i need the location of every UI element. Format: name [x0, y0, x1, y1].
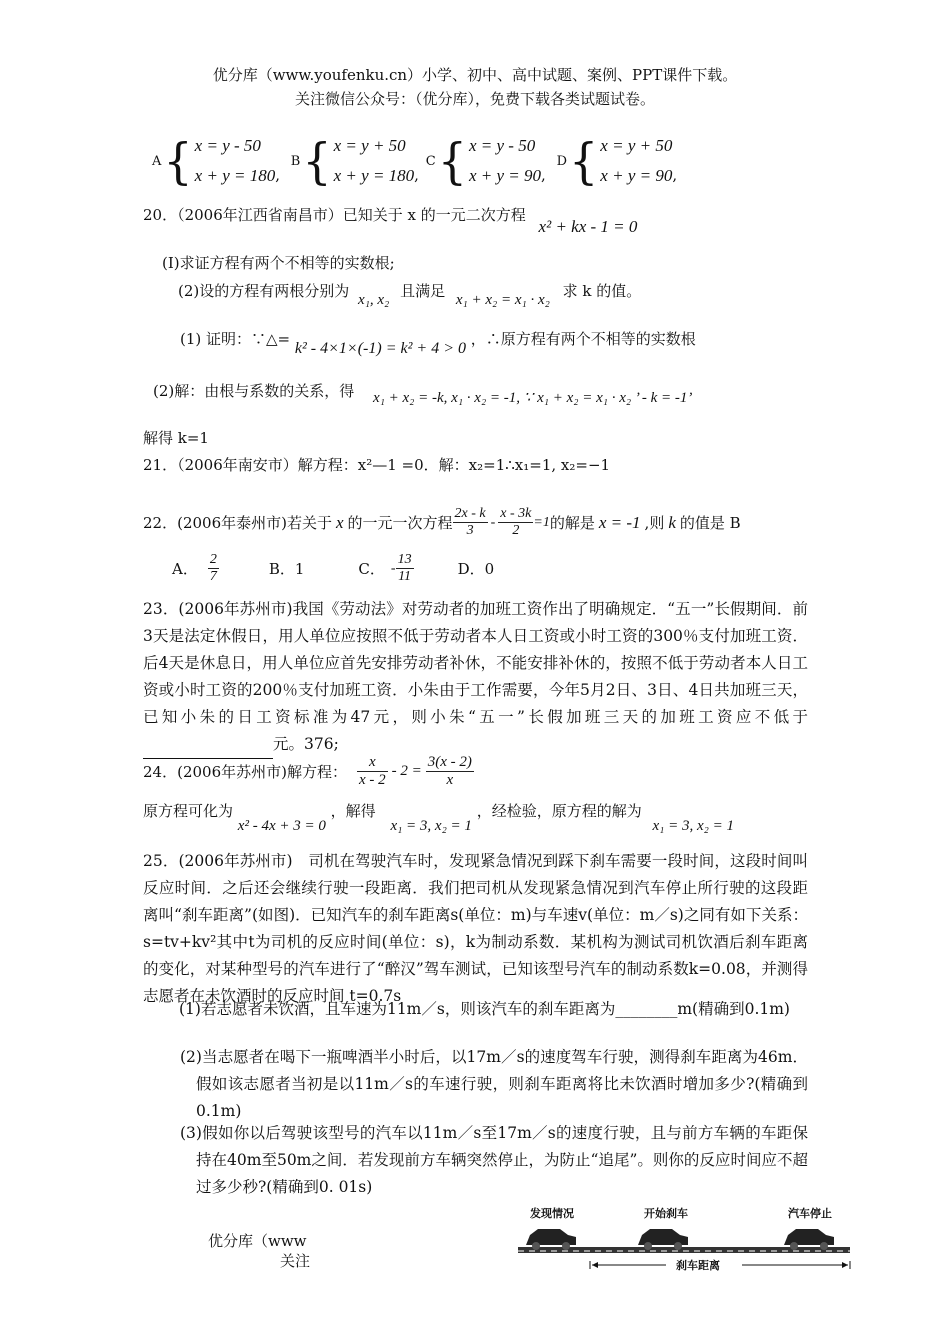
q20-part2-text-a: (2)设的方程有两根分别为 — [178, 282, 350, 300]
q20-sol1-text-b: ，∴原方程有两个不相等的实数根 — [470, 330, 696, 348]
q22-opt-c-num: 13 — [397, 552, 412, 567]
figure-label-2: 开始刹车 — [644, 1207, 688, 1220]
option-a-sep: , — [275, 166, 280, 184]
q20-sol2-text: (2)解：由根与系数的关系，得 — [153, 382, 355, 400]
q24-quadratic: x² - 4x + 3 = 0 — [237, 818, 326, 834]
q24-mid: - 2 = — [391, 763, 422, 779]
q25-stem: 25．(2006年苏州市) 司机在驾驶汽车时，发现紧急情况到踩下刹车需要一段时间，这段时间叫反应时间．之后还会继续行驶一段距离．我们把司机从发现紧急情况到汽车停止所行驶的这段距离叫“刹车距离”(如图)．已知汽车的刹车距离s(单位：m)与车速v(单位：m／s)之同有如下关系：s=tv+kv²其中t为司机的反应时间(单位：s)，k为制动系数．某机构为测试司机饮酒后刹车距离的变化，对某种型号的汽车进行了“醉汉”驾车测试，已知该型号汽车的制动系数k=0.08，并测得志愿者在未饮酒时的反应时间 t=0.7s — [143, 852, 808, 1005]
q25-part1: (1)若志愿者未饮酒，且车速为11m／s，则该汽车的刹车距离为________m(精确到0.1m) — [179, 1000, 790, 1018]
q22-eq-one: =1 — [533, 514, 550, 530]
q24-text: 24．(2006年苏州市)解方程： — [143, 763, 347, 781]
figure-label-3: 汽车停止 — [788, 1207, 832, 1220]
q22-opt-c-sign: - — [390, 560, 396, 576]
q23-tail: 元。376; — [273, 735, 339, 753]
option-c-eq1: x = y - 50 — [468, 136, 536, 155]
q20-vieta: x₁ + x₂ = -k, x₁ · x₂ = -1, ∵ x₁ + x₂ = x₁ · x₂ ’ - k = -1’ — [373, 390, 693, 406]
option-b-eq1: x = y + 50 — [333, 136, 406, 155]
q24-sol-text-1: 原方程可化为 — [143, 802, 234, 820]
q22-f1-den: 3 — [466, 523, 474, 538]
q20-result: 解得 k=1 — [143, 429, 209, 447]
option-a-eq2: x + y = 180 — [194, 166, 276, 185]
q22-solution: x = -1 — [598, 512, 641, 532]
q22-opt-c: C． — [358, 560, 385, 578]
option-d-eq1: x = y + 50 — [600, 136, 673, 155]
header-line-1: 优分库（www.youfenku.cn）小学、初中、高中试题、案例、PPT课件下载。 — [212, 66, 738, 84]
q22-options — [172, 552, 494, 585]
q22-fraction-2 — [498, 506, 533, 539]
option-d-sep: , — [672, 166, 678, 184]
q19-options — [152, 131, 677, 191]
q22-text-b: 的一元一次方程 — [347, 514, 453, 532]
option-a-eq1: x = y - 50 — [194, 136, 261, 155]
q23 — [143, 596, 808, 759]
q24-fraction-2 — [426, 754, 474, 789]
q20-sol1-text-a: (1) 证明：∵△= — [180, 330, 291, 348]
header-line-2: 关注微信公众号：（优分库），免费下载各类试题试卷。 — [294, 90, 655, 108]
q22-opt-d: D．0 — [457, 560, 495, 578]
option-a-label: A — [152, 153, 162, 169]
q22-text-a: 22．(2006年泰州市)若关于 — [143, 514, 332, 532]
option-a: A { x = y - 50 x + y = 180 , — [152, 132, 280, 190]
q22-f2-num: x - 3k — [500, 506, 532, 521]
option-c-label: C — [425, 153, 436, 169]
q24-fraction-1 — [357, 754, 388, 789]
q20-part2-text-c: 求 k 的值。 — [562, 282, 642, 300]
q20-stem-line — [143, 204, 638, 236]
q20-roots: x₁, x₂ — [358, 292, 390, 308]
q24-sol-text-3: ，经检验，原方程的解为 — [476, 802, 642, 820]
q20-solution-1 — [180, 328, 696, 357]
q22-var-x: x — [335, 512, 344, 532]
footer-line-1: 优分库（www — [208, 1232, 307, 1250]
option-b-sep: , — [414, 166, 419, 184]
q24-f1-num: x — [357, 754, 388, 772]
q22-var-k: k — [668, 512, 676, 532]
q20-part2-text-b: 且满足 — [400, 282, 446, 300]
option-c: C { x = y - 50 x + y = 90 , — [425, 132, 546, 190]
q22-f2-den: 2 — [512, 523, 520, 538]
q20-part1: (I)求证方程有两个不相等的实数根; — [162, 254, 395, 272]
q20-stem: 20．（2006年江西省南昌市）已知关于 x 的一元二次方程 — [143, 206, 526, 224]
q22-fraction-1 — [453, 506, 488, 539]
q24-roots: x₁ = 3, x₂ = 1 — [390, 818, 472, 834]
option-d-eq2: x + y = 90 — [600, 166, 673, 185]
option-b: B { x = y + 50 x + y = 180 , — [290, 132, 419, 190]
q21: 21．（2006年南安市）解方程：x²—1 =0．解：x₂=1∴x₁=1, x₂=−1 — [143, 456, 611, 474]
q24-solution — [143, 800, 735, 834]
footer-line-2: 关注 — [280, 1252, 311, 1270]
q22-f1-num: 2x - k — [454, 506, 486, 521]
q24-sol-text-2: ，解得 — [330, 802, 376, 820]
q22-opt-c-frac — [396, 552, 414, 585]
figure-label-1: 发现情况 — [530, 1207, 574, 1220]
q20-condition: x₁ + x₂ = x₁ · x₂ — [455, 292, 550, 308]
q22-text-d: ,则 — [644, 514, 665, 532]
q20-equation: x² + kx - 1 = 0 — [538, 217, 638, 236]
q24-final-roots: x₁ = 3, x₂ = 1 — [652, 818, 735, 834]
q22-stem: 22．(2006年泰州市)若关于 x 的一元一次方程 $\frac{2x - k}{3}$ - $\frac{x - 3k}{2}$ =1 的解是 x = -1 ,则 k 的值是 B — [143, 506, 741, 538]
braking-figure — [516, 1195, 852, 1285]
option-b-label: B — [290, 153, 301, 169]
q25-part3: (3)假如你以后驾驶该型号的汽车以11m／s至17m／s的速度行驶，且与前方车辆的车距保持在40m至50m之间．若发现前方车辆突然停止，为防止“追尾”。则你的反应时间应不超过多少秒?(精确到0. 01s) — [180, 1124, 808, 1196]
option-d-label: D — [556, 153, 568, 169]
q24-f2-den: x — [446, 772, 454, 788]
option-b-eq2: x + y = 180 — [333, 166, 415, 185]
q22-text-e: 的值是 B — [679, 514, 741, 532]
q24-stem — [143, 754, 474, 789]
q22-opt-a-num: 2 — [209, 552, 217, 567]
figure-distance-label: 刹车距离 — [676, 1259, 720, 1272]
q22-text-c: 的解是 — [549, 514, 595, 532]
q22-opt-a: A． — [172, 560, 198, 578]
q25-part2: (2)当志愿者在喝下一瓶啤酒半小时后，以17m／s的速度驾车行驶，测得刹车距离为46m．假如该志愿者当初是以11m／s的车速行驶，则刹车距离将比未饮酒时增加多少?(精确到0.1m) — [180, 1048, 808, 1120]
q23-text: 23．(2006年苏州市)我国《劳动法》对劳动者的加班工资作出了明确规定．“五一”长假期间．前3天是法定休假日，用人单位应按照不低于劳动者本人日工资或小时工资的300％支付加班工资．后4天是休息日，用人单位应首先安排劳动者补休，不能安排补休的，按照不低于劳动者本人日工资或小时工资的200％支付加班工资．小朱由于工作需要，今年5月2日、3日、4日共加班三天，已知小朱的日工资标准为47元，则小朱“五一”长假加班三天的加班工资应不低于 — [143, 600, 808, 726]
q20-part2 — [178, 280, 642, 308]
q22-opt-c-den: 11 — [398, 569, 412, 584]
q20-solution-2 — [153, 380, 693, 406]
q22-opt-a-den: 7 — [209, 569, 217, 584]
q22-opt-a-frac — [208, 552, 219, 585]
q24-f2-num: 3(x - 2) — [427, 754, 472, 770]
option-c-eq2: x + y = 90 — [468, 166, 542, 185]
braking-diagram — [516, 1195, 852, 1285]
option-c-sep: , — [541, 166, 546, 184]
q24-f1-den: x - 2 — [358, 772, 386, 788]
option-d: D { x = y + 50 x + y = 90 , — [556, 132, 678, 190]
q20-discriminant: k² - 4×1×(-1) = k² + 4 > 0 — [294, 340, 466, 357]
q22-opt-b: B．1 — [268, 560, 305, 578]
